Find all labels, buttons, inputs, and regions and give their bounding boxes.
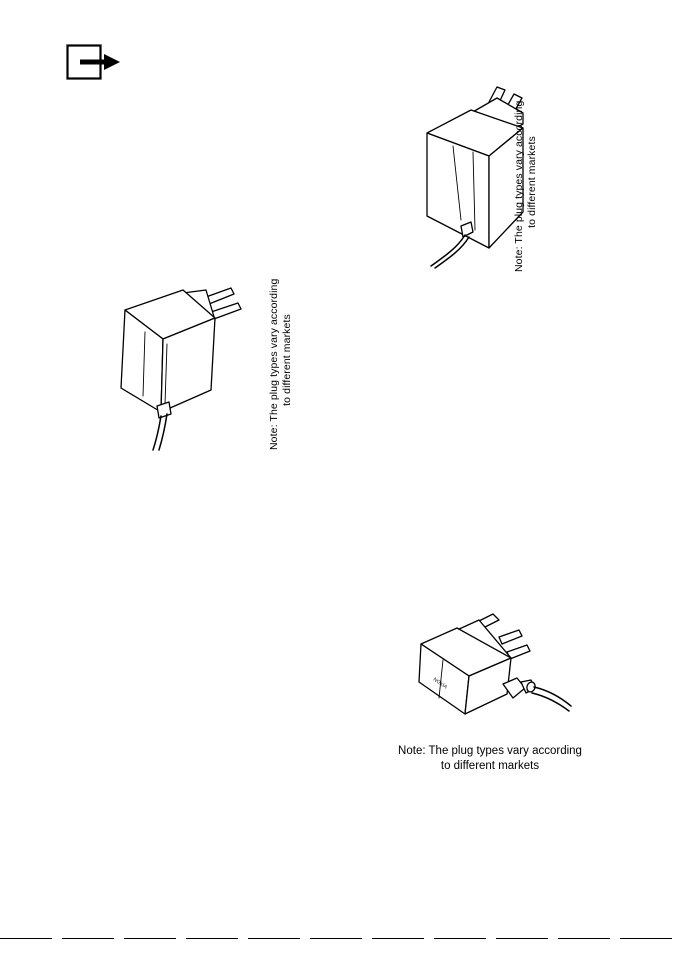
- note-line-1: Note: The plug types vary according: [513, 100, 525, 272]
- footer-divider: [0, 938, 681, 939]
- note-plug-types-lower: [330, 744, 650, 774]
- note-line-2: to different markets: [440, 760, 540, 772]
- note-plug-types-upper: [513, 92, 539, 272]
- svg-text:NOKIA: NOKIA: [431, 676, 449, 691]
- note-plug-types-left: [268, 270, 294, 450]
- note-line-1: Note: The plug types vary according: [268, 278, 280, 450]
- charger-illustration-euro-left: [105, 272, 255, 452]
- charger-illustration-uk-lower: [395, 608, 585, 733]
- note-line-2: to different markets: [526, 136, 538, 228]
- note-line-1: Note: The plug types vary according: [398, 745, 582, 757]
- note-arrow-marker: [66, 44, 124, 80]
- note-line-2: to different markets: [281, 314, 293, 406]
